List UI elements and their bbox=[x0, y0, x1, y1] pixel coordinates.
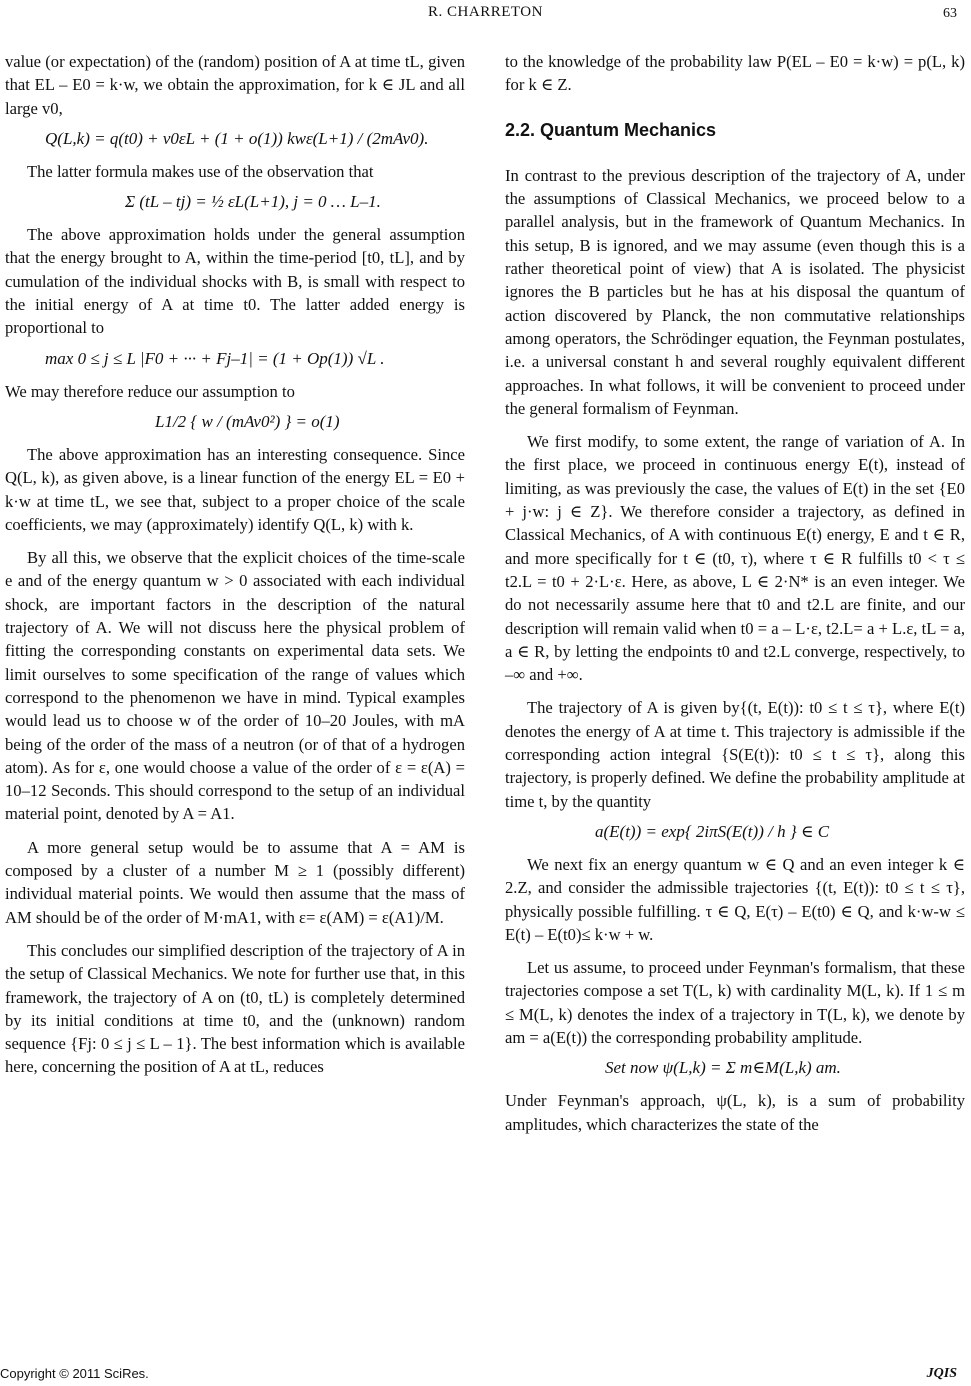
equation-amplitude: a(E(t)) = exp{ 2iπS(E(t)) / h } ∈ C bbox=[595, 821, 830, 841]
running-head-author: R. CHARRETON bbox=[428, 4, 543, 20]
equation-sum: Σ (tL – tj) = ½ εL(L+1), j = 0 … L–1. bbox=[125, 192, 381, 212]
right-column bbox=[505, 50, 965, 1136]
equation-psi: Set now ψ(L,k) = Σ m∈M(L,k) am. bbox=[605, 1058, 841, 1078]
page-number: 63 bbox=[943, 6, 957, 21]
equation-q: Q(L,k) = q(t0) + v0εL + (1 + o(1)) kwε(L+1) / (2mAv0). bbox=[45, 128, 429, 148]
page-header bbox=[0, 4, 971, 28]
paragraph: This concludes our simplified description of the trajectory of A in the setup of Classical Mechanics. We note for further use that, in this framework, the trajectory of A on (t0, tL) is completely determined by its initial conditions at time t0, and the (unknown) random sequence {Fj: 0 ≤ j ≤ L – 1}. The best information which is available here, concerning the position of A at tL, reduces bbox=[5, 940, 465, 1077]
paragraph: Under Feynman's approach, ψ(L, k), is a sum of probability amplitudes, which characterizes the state of the bbox=[505, 1091, 965, 1134]
paragraph: The above approximation holds under the general assumption that the energy brought to A, within the time-period [t0, tL], and by cumulation of the individual shocks with B, is small with respect to the initial energy of A at time t0. The latter added energy is proportional to bbox=[5, 225, 465, 338]
paragraph: We first modify, to some extent, the range of variation of A. In the first place, we proceed in continuous energy E(t), instead of limiting, as was previously the case, the values of E(t) in the set {E0 + j·w: j ∈ Z}. We therefore consider a trajectory, as defined in Classical Mechanics, of A with continuous E(t) energy, E and t ∈ R, and more specifically for t ∈ (t0, τ), where τ ∈ R fulfills t0 < τ ≤ t2.L = t0 + 2·L·ε. Here, as above, L ∈ 2·N* is an even integer. We do not necessarily assume here that t0 and t2.L are finite, and our description will remain valid when t0 = a – L·ε, t2.L= a + L.ε, tL = a, a ∈ R, by letting the endpoints t0 and t2.L converge, respectively, to –∞ and +∞. bbox=[505, 432, 965, 685]
section-heading: 2.2. Quantum Mechanics bbox=[505, 119, 717, 140]
journal-abbreviation: JQIS bbox=[926, 1366, 957, 1381]
paragraph: By all this, we observe that the explicit choices of the time-scale e and of the energy quantum w > 0 associated with each individual shock, are important factors in the description of the natural trajectory of A. We will not discuss here the physical problem of fitting the corresponding constants on experimental data sets. We limit ourselves to some specification of the range of values which correspond to the phenomenon we have in mind. Typical examples would lead us to choose w of the order of 10–20 Joules, with mA being of the order of the mass of a neutron (or of that of a hydrogen atom). As for ε, one would choose a value of the order of ε = ε(A) = 10–12 Seconds. This should correspond to the setup of an individual material point, denoted by A = A1. bbox=[5, 548, 465, 824]
paragraph: value (or expectation) of the (random) position of A at time tL, given that EL – E0 = k·w, we obtain the approximation, for k ∈ JL and all large v0, bbox=[5, 52, 465, 118]
paragraph: The above approximation has an interesting consequence. Since Q(L, k), as given above, is a linear function of the energy EL = E0 + k·w at time tL, we see that, subject to a proper choice of the scale coefficients, we may (approximately) identify Q(L, k) with k. bbox=[5, 444, 465, 534]
paragraph: The latter formula makes use of the observation that bbox=[27, 161, 374, 181]
left-column bbox=[5, 50, 465, 1079]
paragraph: We may therefore reduce our assumption to bbox=[5, 381, 295, 401]
paragraph: We next fix an energy quantum w ∈ Q and an even integer k ∈ 2.Z, and consider the admissible trajectories {(t, E(t)): t0 ≤ t ≤ τ}, physically possible fulfilling. τ ∈ Q, E(τ) – E(t0) ∈ Q, and k·w-w ≤ E(t) – E(t0)≤ k·w + w. bbox=[505, 854, 965, 944]
equation-assumption: L1/2 { w / (mAv0²) } = o(1) bbox=[155, 411, 340, 431]
paragraph: In contrast to the previous description of the trajectory of A, under the assumptions of Classical Mechanics, we proceed below to a parallel analysis, but in the framework of Quantum Mechanics. In this setup, B is ignored, and we may assume (even though this is a rather theoretical point of view) that A is isolated. The physicist ignores the B particles but he has at his disposal the quantum of action discovered by Planck, the non commutative relationships among operators, the Schrödinger equation, the Feynman postulates, i.e. a universal constant h and several roughly equivalent different approaches. In what follows, it will be convenient to proceed under the general formalism of Feynman. bbox=[505, 165, 965, 418]
paragraph: Let us assume, to proceed under Feynman's formalism, that these trajectories compose a set T(L, k) with cardinality M(L, k). If 1 ≤ m ≤ M(L, k) denotes the index of a trajectory in T(L, k), we denote by am = a(E(t)) the corresponding probability amplitude. bbox=[505, 958, 965, 1047]
copyright-notice: Copyright © 2011 SciRes. bbox=[0, 1366, 149, 1381]
paragraph: to the knowledge of the probability law P(EL – E0 = k·w) = p(L, k) for k ∈ Z. bbox=[505, 52, 965, 95]
paragraph: The trajectory of A is given by{(t, E(t)): t0 ≤ t ≤ τ}, where E(t) denotes the energy of A at time t. This trajectory is admissible if the corresponding action integral {S(E(t)): t0 ≤ t ≤ τ}, along this trajectory, is properly defined. We define the probability amplitude at time t, by the quantity bbox=[505, 698, 965, 811]
equation-max: max 0 ≤ j ≤ L |F0 + ··· + Fj–1| = (1 + Op(1)) √L . bbox=[45, 348, 385, 368]
paragraph: A more general setup would be to assume that A = AM is composed by a cluster of a number M ≥ 1 (possibly different) individual material points. We would then assume that the mass of AM should be of the order of M·mA1, with ε= ε(AM) = ε(A1)/M. bbox=[5, 837, 465, 927]
